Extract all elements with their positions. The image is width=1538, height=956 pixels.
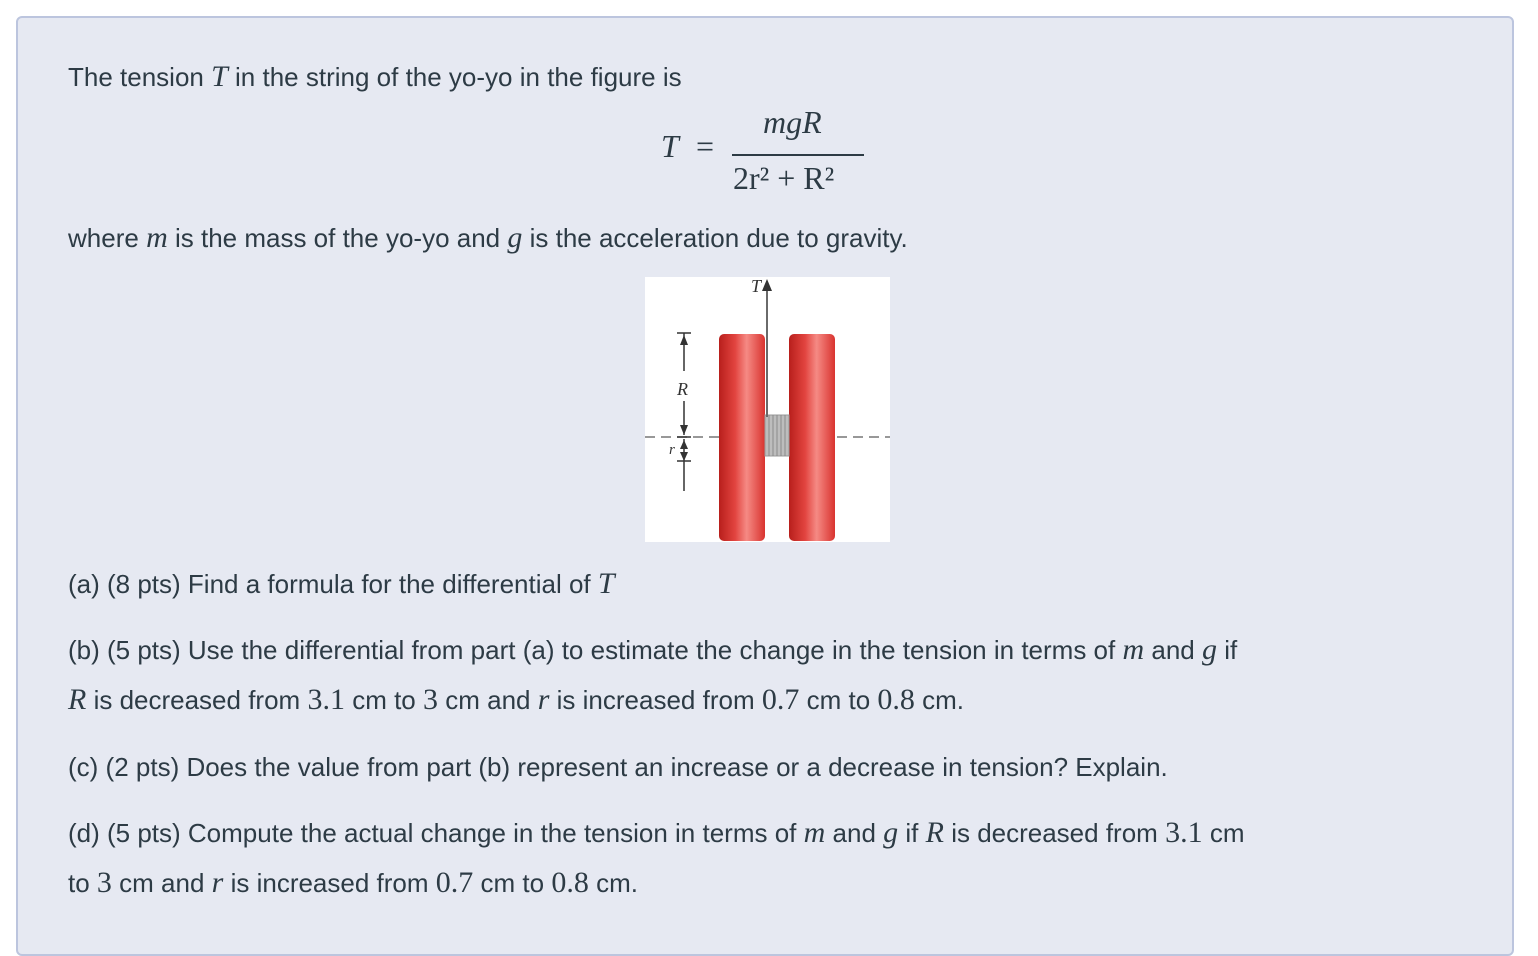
part-d-line1: (d) (5 pts) Compute the actual change in the tension in terms of m and g if R is decreased from 3.1 cm xyxy=(68,816,1245,849)
yoyo-right-disk xyxy=(789,334,835,541)
var-T: T xyxy=(211,60,228,93)
formula-denominator: 2r² + R² xyxy=(733,160,835,196)
part-b-line1: (b) (5 pts) Use the differential from part (a) to estimate the change in the tension in terms of m and g if xyxy=(68,633,1238,666)
formula-numerator: mgR xyxy=(763,104,822,140)
tension-formula xyxy=(18,104,1516,200)
part-b-line2: R is decreased from 3.1 cm to 3 cm and r is increased from 0.7 cm to 0.8 cm. xyxy=(68,683,965,716)
label-T: T xyxy=(751,277,762,296)
question-card xyxy=(16,16,1514,956)
formula-equals: = xyxy=(696,128,715,164)
part-d-line2: to 3 cm and r is increased from 0.7 cm to 0.8 cm. xyxy=(68,866,638,899)
part-c: (c) (2 pts) Does the value from part (b) represent an increase or a decrease in tension? Explain. xyxy=(68,752,1168,782)
R-arrow-up xyxy=(680,335,688,345)
yoyo-diagram xyxy=(645,277,890,542)
intro-paragraph: The tension T in the string of the yo-yo in the figure is xyxy=(68,60,682,93)
yoyo-left-disk xyxy=(719,334,765,541)
tension-arrowhead xyxy=(762,279,772,291)
where-paragraph: where m is the mass of the yo-yo and g is the acceleration due to gravity. xyxy=(68,221,908,254)
label-r: r xyxy=(669,442,675,458)
yoyo-figure xyxy=(645,277,890,542)
part-a: (a) (8 pts) Find a formula for the differential of T xyxy=(68,567,615,600)
r-arrow-down xyxy=(680,452,688,461)
r-arrow-up xyxy=(680,440,688,449)
label-R: R xyxy=(677,379,688,399)
formula-lhs: T xyxy=(661,128,679,164)
fraction-bar xyxy=(732,154,864,156)
R-arrow-down xyxy=(680,425,688,435)
